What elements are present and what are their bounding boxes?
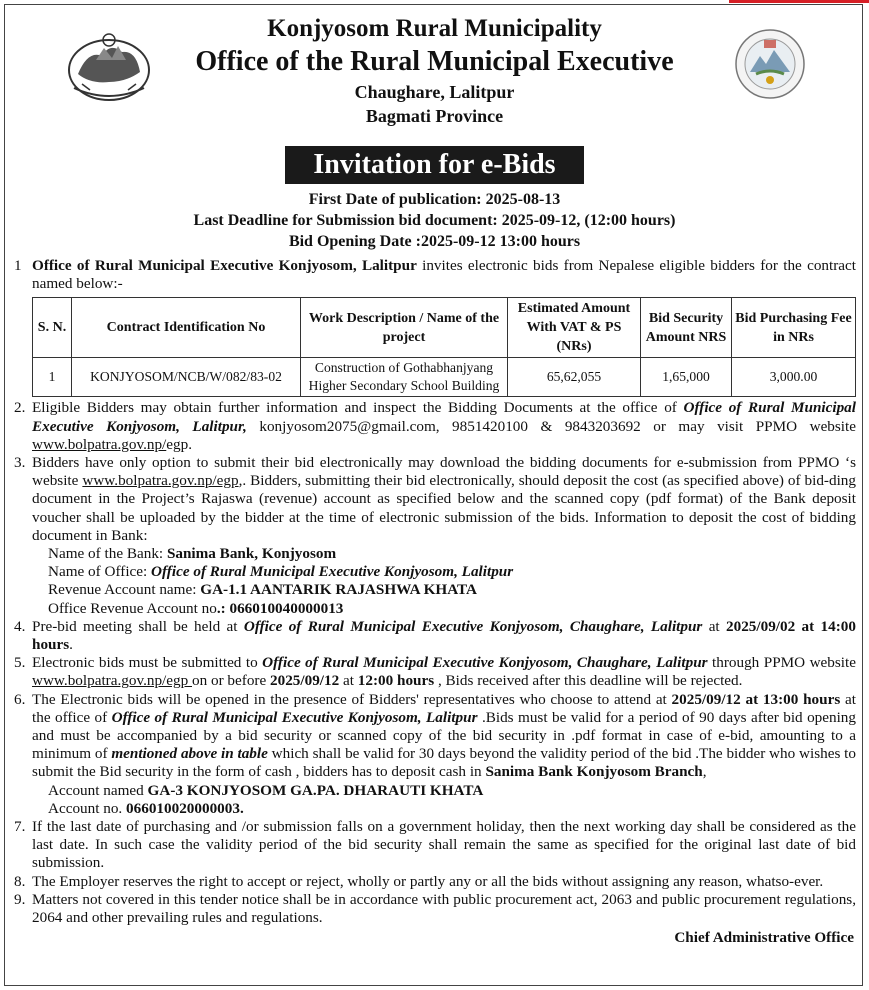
office-name: Office of the Rural Municipal Executive: [195, 46, 674, 77]
clause-office: Office of Rural Municipal Executive Konjyosom, Lalitpur,: [32, 399, 856, 435]
col-sn: S. N.: [33, 298, 72, 358]
clause-office: Office of Rural Municipal Executive Konjyosom, Lalitpur: [32, 257, 417, 274]
clause-office: Office of Rural Municipal Executive Konjyosom, Lalitpur: [111, 708, 478, 726]
revenue-account-number-line: Office Revenue Account no.: 066010040000013: [48, 599, 344, 617]
clause-office: Office of Rural Municipal Executive Konjyosom, Chaughare, Lalitpur: [262, 654, 708, 672]
cell-estimated-amount: 65,62,055: [508, 358, 641, 397]
signature: Chief Administrative Office: [674, 929, 854, 947]
opening-date: Bid Opening Date :2025-09-12 13:00 hours: [288, 233, 581, 250]
clause-4: 4. Pre-bid meeting shall be held at Office of Rural Municipal Executive Konjyosom, Chaughare, Lalitpur at 2025/09/02 at 14:00 hours.: [14, 617, 856, 654]
contract-table: [32, 297, 856, 397]
clause-number: 7.: [14, 818, 26, 836]
clause-number: 1: [14, 257, 22, 274]
cell-bid-security: 1,65,000: [641, 358, 732, 397]
ppmo-link[interactable]: www.bolpatra.gov.np/egp: [32, 672, 192, 690]
clause-number: 9.: [14, 890, 26, 908]
bank-name-line: Name of the Bank: Sanima Bank, Konjyosom: [48, 545, 337, 563]
col-bid-security: Bid Security Amount NRS: [641, 298, 732, 358]
clause-number: 8.: [14, 872, 26, 890]
deposit-account-number-line: Account no. 066010020000003.: [48, 799, 244, 817]
cell-work-description: Construction of Gothabhanjyang Higher Secondary School Building: [301, 358, 508, 397]
clause-1: 1 Office of Rural Municipal Executive Konjyosom, Lalitpur invites electronic bids from Nepalese eligible bidders for the contract named below:-: [14, 257, 856, 293]
clause-7: 7. If the last date of purchasing and /or submission falls on a government holiday, then the next working day shall be considered as the last date. In such case the validity period of the bid security shall remain the same as specified for the original last date of bid submission.: [14, 818, 856, 872]
ppmo-link[interactable]: www.bolpatra.gov.np/egp: [82, 472, 239, 490]
office-address: Chaughare, Lalitpur: [354, 82, 515, 102]
clause-number: 3.: [14, 454, 26, 472]
publication-date: First Date of publication: 2025-08-13: [308, 191, 561, 208]
province-name: Bagmati Province: [365, 106, 504, 126]
col-contract-id: Contract Identification No: [72, 298, 301, 358]
clause-number: 2.: [14, 399, 26, 417]
clause-2: 2. Eligible Bidders may obtain further information and inspect the Bidding Documents at the office of Office of Rural Municipal Executive Konjyosom, Lalitpur, konjyosom2075@gmail.com, 9851420100 & 9843203692 or may visit PPMO website www.bolpatra.gov.np/egp.: [14, 399, 856, 453]
table-header-row: [33, 298, 856, 358]
clause-3: 3. Bidders have only option to submit their bid electronically may download the bidding documents for e-submission from PPMO ‘s website www.bolpatra.gov.np/egp,. Bidders, submitting their bid electronically, should deposit the cost (as specified above) of bid-ding document in the Project’s Rajaswa (revenue) account as specified below and the scanned copy (pdf format) of the Bank deposit voucher shall be uploaded by the bidder at the time of electronic submission of the bids. Information to deposit the cost of bidding document in Bank:: [14, 454, 856, 544]
clause-number: 5.: [14, 654, 26, 672]
col-estimated-amount: Estimated Amount With VAT & PS (NRs): [508, 298, 641, 358]
clause-number: 6.: [14, 690, 26, 708]
notice-title-wrap: [0, 146, 869, 184]
cell-purchasing-fee: 3,000.00: [732, 358, 856, 397]
table-row: [33, 358, 856, 397]
cell-sn: 1: [33, 358, 72, 397]
notice-title: Invitation for e-Bids: [285, 146, 583, 184]
clause-office: Office of Rural Municipal Executive Konjyosom, Chaughare, Lalitpur: [243, 617, 703, 635]
header: [0, 14, 869, 128]
col-work-description: Work Description / Name of the project: [301, 298, 508, 358]
municipality-name: Konjyosom Rural Municipality: [267, 15, 602, 42]
clause-9: 9. Matters not covered in this tender notice shall be in accordance with public procurement act, 2063 and public procurement regulations, 2064 and other prevailing rules and regulations.: [14, 890, 856, 927]
clause-6: 6. The Electronic bids will be opened in the presence of Bidders' representatives who choose to attend at 2025/09/12 at 13:00 hours at the office of Office of Rural Municipal Executive Konjyosom, Lalitpur .Bids must be valid for a period of 90 days after bid opening and must be accompanied by a bid security or scanned copy of the bid security in .pdf format in case of e-bid, amounting to a minimum of mentioned above in table which shall be valid for 30 days beyond the validity period of the bid .The bidder who wishes to submit the Bid security in the form of cash , bidders has to deposit cash in Sanima Bank Konjyosom Branch,: [14, 690, 856, 781]
cell-contract-id: KONJYOSOM/NCB/W/082/83-02: [72, 358, 301, 397]
top-accent-bar: [729, 0, 869, 3]
revenue-account-name-line: Revenue Account name: GA-1.1 AANTARIK RAJASHWA KHATA: [48, 581, 478, 599]
clause-5: 5. Electronic bids must be submitted to Office of Rural Municipal Executive Konjyosom, Chaughare, Lalitpur through PPMO website www.bolpatra.gov.np/egp on or before 2025/09/12 at 12:00 hours , Bids received after this deadline will be rejected.: [14, 654, 856, 690]
clause-number: 4.: [14, 617, 26, 635]
office-name-line: Name of Office: Office of Rural Municipal Executive Konjyosom, Lalitpur: [48, 563, 514, 581]
col-purchasing-fee: Bid Purchasing Fee in NRs: [732, 298, 856, 358]
notice-body: [14, 257, 856, 948]
notice-dates: [0, 189, 869, 252]
submission-deadline: Last Deadline for Submission bid document: 2025-09-12, (12:00 hours): [193, 212, 676, 229]
deposit-account-name-line: Account named GA-3 KONJYOSOM GA.PA. DHARAUTI KHATA: [48, 781, 484, 799]
clause-8: 8. The Employer reserves the right to accept or reject, wholly or partly any or all the bids without assigning any reason, whatso-ever.: [14, 872, 824, 890]
ppmo-link[interactable]: www.bolpatra.gov.np/: [32, 435, 167, 453]
